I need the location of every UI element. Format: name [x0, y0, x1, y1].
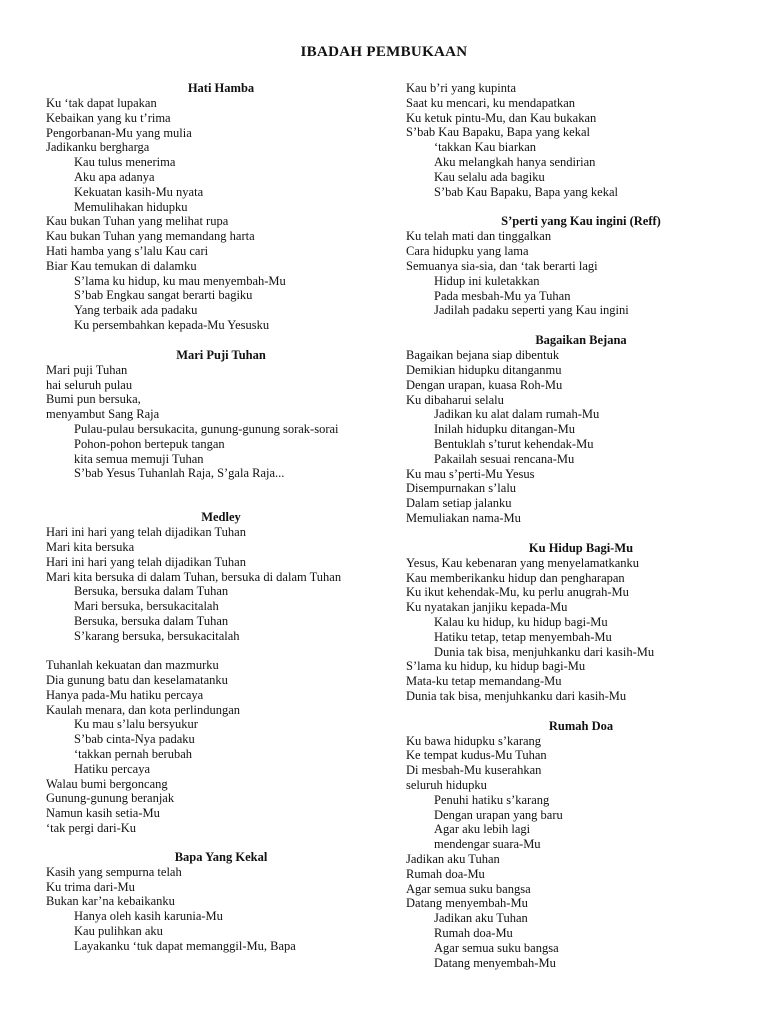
lyric-line: Ku persembahkan kepada-Mu Yesusku: [74, 317, 270, 332]
lyric-line: Saat ku mencari, ku mendapatkan: [406, 95, 576, 110]
lyric-line: Ku ikut kehendak-Mu, ku perlu anugrah-Mu: [406, 585, 629, 600]
lyric-line: Kau bukan Tuhan yang melihat rupa: [46, 214, 229, 229]
song-lines-ku-hidup-bagi-mu: [406, 556, 756, 704]
song-lines-bapa-continued: [406, 81, 756, 199]
lyric-line: Inilah hidupku ditangan-Mu: [434, 422, 575, 437]
lyric-line: Ku ‘tak dapat lupakan: [46, 96, 157, 110]
lyric-line: Datang menyembah-Mu: [406, 896, 528, 911]
lyric-line: Ku nyatakan janjiku kepada-Mu: [406, 600, 568, 615]
lyric-line: Kalau ku hidup, ku hidup bagi-Mu: [434, 614, 608, 629]
lyric-line: menyambut Sang Raja: [46, 407, 160, 422]
song-title-bagaikan-bejana: Bagaikan Bejana: [535, 333, 627, 348]
lyric-line: Mari kita bersuka di dalam Tuhan, bersuka di dalam Tuhan: [46, 569, 342, 584]
lyric-line: Pohon-pohon bertepuk tangan: [74, 436, 225, 451]
song-title-hati-hamba: Hati Hamba: [187, 81, 255, 95]
lyric-line: Demikian hidupku ditanganmu: [406, 362, 562, 377]
lyric-line: Penuhi hatiku s’karang: [434, 792, 550, 807]
lyric-line: S’bab Kau Bapaku, Bapa yang kekal: [434, 184, 618, 199]
lyric-line: Dunia tak bisa, menjuhkanku dari kasih-Mu: [406, 688, 627, 703]
lyric-line: Jadikan aku Tuhan: [434, 911, 528, 926]
lyric-line: S’lama ku hidup, ku mau menyembah-Mu: [74, 273, 286, 288]
lyric-line: Tuhanlah kekuatan dan mazmurku: [46, 658, 219, 673]
lyric-line: Hatiku percaya: [74, 761, 151, 776]
song-lines-medley-verse2: [46, 658, 396, 836]
song-title-ku-hidup-bagi-mu: Ku Hidup Bagi-Mu: [528, 540, 634, 555]
lyric-line: Kau selalu ada bagiku: [434, 169, 545, 184]
lyric-line: Hari ini hari yang telah dijadikan Tuhan: [46, 525, 246, 540]
song-lines-sperti: [406, 229, 756, 318]
song-lines-bagaikan-bejana: [406, 348, 756, 526]
lyric-line: Rumah doa-Mu: [434, 926, 513, 941]
lyric-line: Ku dibaharui selalu: [406, 392, 504, 407]
lyric-line: Walau bumi bergoncang: [46, 776, 168, 791]
lyric-line: Kaulah menara, dan kota perlindungan: [46, 702, 241, 717]
song-title-mari-puji-tuhan: Mari Puji Tuhan: [176, 347, 266, 362]
lyric-line: Bersuka, bersuka dalam Tuhan: [74, 584, 229, 599]
lyric-line: Kau memberikanku hidup dan pengharapan: [406, 570, 625, 585]
lyric-line: Jadilah padaku seperti yang Kau ingini: [434, 303, 629, 318]
lyric-line: Jadikan ku alat dalam rumah-Mu: [434, 407, 600, 422]
lyric-line: Mata-ku tetap memandang-Mu: [406, 674, 562, 689]
song-title-rumah-doa: Rumah Doa: [548, 718, 614, 733]
song-lines-hati-hamba: [46, 96, 396, 333]
lyric-line: S’bab Yesus Tuhanlah Raja, S’gala Raja...: [74, 466, 285, 481]
right-column: [406, 81, 756, 970]
lyric-line: Bersuka, bersuka dalam Tuhan: [74, 613, 229, 628]
lyric-line: Ke tempat kudus-Mu Tuhan: [406, 748, 547, 763]
lyric-line: Aku apa adanya: [74, 169, 155, 184]
lyric-line: Yesus, Kau kebenaran yang menyelamatkanku: [406, 555, 640, 570]
lyric-line: Dengan urapan, kuasa Roh-Mu: [406, 377, 563, 392]
lyric-line: Agar semua suku bangsa: [406, 881, 531, 896]
song-title-bapa-yang-kekal: Bapa Yang Kekal: [174, 849, 268, 864]
song-lines-mari-puji-tuhan: [46, 363, 396, 481]
lyric-line: Bentuklah s’turut kehendak-Mu: [434, 436, 594, 451]
lyric-line: Semuanya sia-sia, dan ‘tak berarti lagi: [406, 258, 598, 273]
lyric-line: Kau bukan Tuhan yang memandang harta: [46, 229, 255, 244]
lyric-line: Disempurnakan s’lalu: [406, 481, 517, 496]
lyric-line: Dengan urapan yang baru: [434, 807, 563, 822]
lyric-line: Ku bawa hidupku s’karang: [406, 733, 542, 748]
lyric-line: Hati hamba yang s’lalu Kau cari: [46, 243, 209, 258]
lyric-line: Gunung-gunung beranjak: [46, 791, 175, 806]
lyric-line: Di mesbah-Mu kuserahkan: [406, 763, 542, 778]
left-column: [46, 81, 396, 954]
lyric-line: Dalam setiap jalanku: [406, 496, 512, 511]
lyric-line: Aku melangkah hanya sendirian: [434, 154, 596, 169]
lyric-line: Agar semua suku bangsa: [434, 940, 559, 955]
lyric-line: mendengar suara-Mu: [434, 837, 541, 852]
lyric-line: Ku trima dari-Mu: [46, 879, 135, 894]
lyric-line: Mari puji Tuhan: [46, 362, 128, 377]
document-title: IBADAH PEMBUKAAN: [300, 44, 468, 60]
lyric-line: Agar aku lebih lagi: [434, 822, 531, 837]
lyric-line: S’bab cinta-Nya padaku: [74, 732, 195, 747]
lyric-line: Biar Kau temukan di dalamku: [46, 258, 197, 273]
lyric-line: Bagaikan bejana siap dibentuk: [406, 348, 560, 363]
song-title-medley: Medley: [201, 510, 241, 525]
lyric-line: Dunia tak bisa, menjuhkanku dari kasih-Mu: [434, 644, 655, 659]
lyric-line: Memulihakan hidupku: [74, 199, 188, 214]
lyric-line: Bumi pun bersuka,: [46, 392, 141, 407]
song-lines-bapa-yang-kekal: [46, 865, 396, 954]
lyric-line: Jadikanku bergharga: [46, 140, 150, 155]
lyric-line: Pakailah sesuai rencana-Mu: [434, 451, 575, 466]
lyric-line: Cara hidupku yang lama: [406, 244, 529, 259]
lyric-line: ‘takkan pernah berubah: [74, 747, 192, 762]
lyric-line: S’bab Engkau sangat berarti bagiku: [74, 288, 253, 303]
lyric-line: Datang menyembah-Mu: [434, 955, 556, 970]
lyric-line: Ku mau s’perti-Mu Yesus: [406, 466, 535, 481]
lyric-line: Kau b’ri yang kupinta: [406, 81, 517, 95]
lyric-line: seluruh hidupku: [406, 778, 487, 793]
lyric-line: Jadikan aku Tuhan: [406, 852, 500, 867]
lyric-line: Memuliakan nama-Mu: [406, 510, 521, 525]
lyric-line: Pulau-pulau bersukacita, gunung-gunung sorak-sorai: [74, 421, 339, 436]
lyric-line: Kasih yang sempurna telah: [46, 864, 182, 879]
lyric-line: Ku mau s’lalu bersyukur: [74, 717, 198, 732]
song-title-sperti-yang-kau-ingini: S’perti yang Kau ingini (Reff): [501, 214, 661, 229]
lyric-line: Kekuatan kasih-Mu nyata: [74, 184, 204, 199]
lyric-line: Hidup ini kuletakkan: [434, 273, 540, 288]
lyric-line: Hatiku tetap, tetap menyembah-Mu: [434, 629, 612, 644]
lyric-line: Kebaikan yang ku t’rima: [46, 110, 171, 125]
lyric-line: S’lama ku hidup, ku hidup bagi-Mu: [406, 659, 586, 674]
lyric-line: Rumah doa-Mu: [406, 866, 485, 881]
lyric-line: Mari kita bersuka: [46, 539, 135, 554]
lyric-line: hai seluruh pulau: [46, 377, 133, 392]
lyric-line: Yang terbaik ada padaku: [74, 303, 198, 318]
lyric-line: S’bab Kau Bapaku, Bapa yang kekal: [406, 125, 590, 140]
lyric-line: Hanya oleh kasih karunia-Mu: [74, 909, 223, 924]
lyric-line: Pengorbanan-Mu yang mulia: [46, 125, 192, 140]
lyric-line: Hanya pada-Mu hatiku percaya: [46, 687, 204, 702]
lyric-line: S’karang bersuka, bersukacitalah: [74, 628, 240, 643]
lyric-line: Ku telah mati dan tinggalkan: [406, 229, 552, 244]
lyric-line: ‘tak pergi dari-Ku: [46, 821, 137, 836]
lyric-line: Hari ini hari yang telah dijadikan Tuhan: [46, 554, 246, 569]
lyric-line: ‘takkan Kau biarkan: [434, 140, 537, 155]
lyric-line: Bukan kar’na kebaikanku: [46, 894, 175, 909]
lyric-line: Ku ketuk pintu-Mu, dan Kau bukakan: [406, 110, 597, 125]
lyric-line: Mari bersuka, bersukacitalah: [74, 599, 219, 614]
lyric-line: Layakanku ‘tuk dapat memanggil-Mu, Bapa: [74, 938, 296, 953]
song-lines-medley-verse1: [46, 525, 396, 643]
lyric-line: Pada mesbah-Mu ya Tuhan: [434, 288, 571, 303]
lyric-line: Namun kasih setia-Mu: [46, 806, 160, 821]
lyric-line: Kau pulihkan aku: [74, 924, 163, 939]
lyric-line: kita semua memuji Tuhan: [74, 451, 204, 466]
lyric-line: Kau tulus menerima: [74, 155, 176, 170]
lyric-line: Dia gunung batu dan keselamatanku: [46, 673, 228, 688]
song-lines-rumah-doa: [406, 734, 756, 971]
